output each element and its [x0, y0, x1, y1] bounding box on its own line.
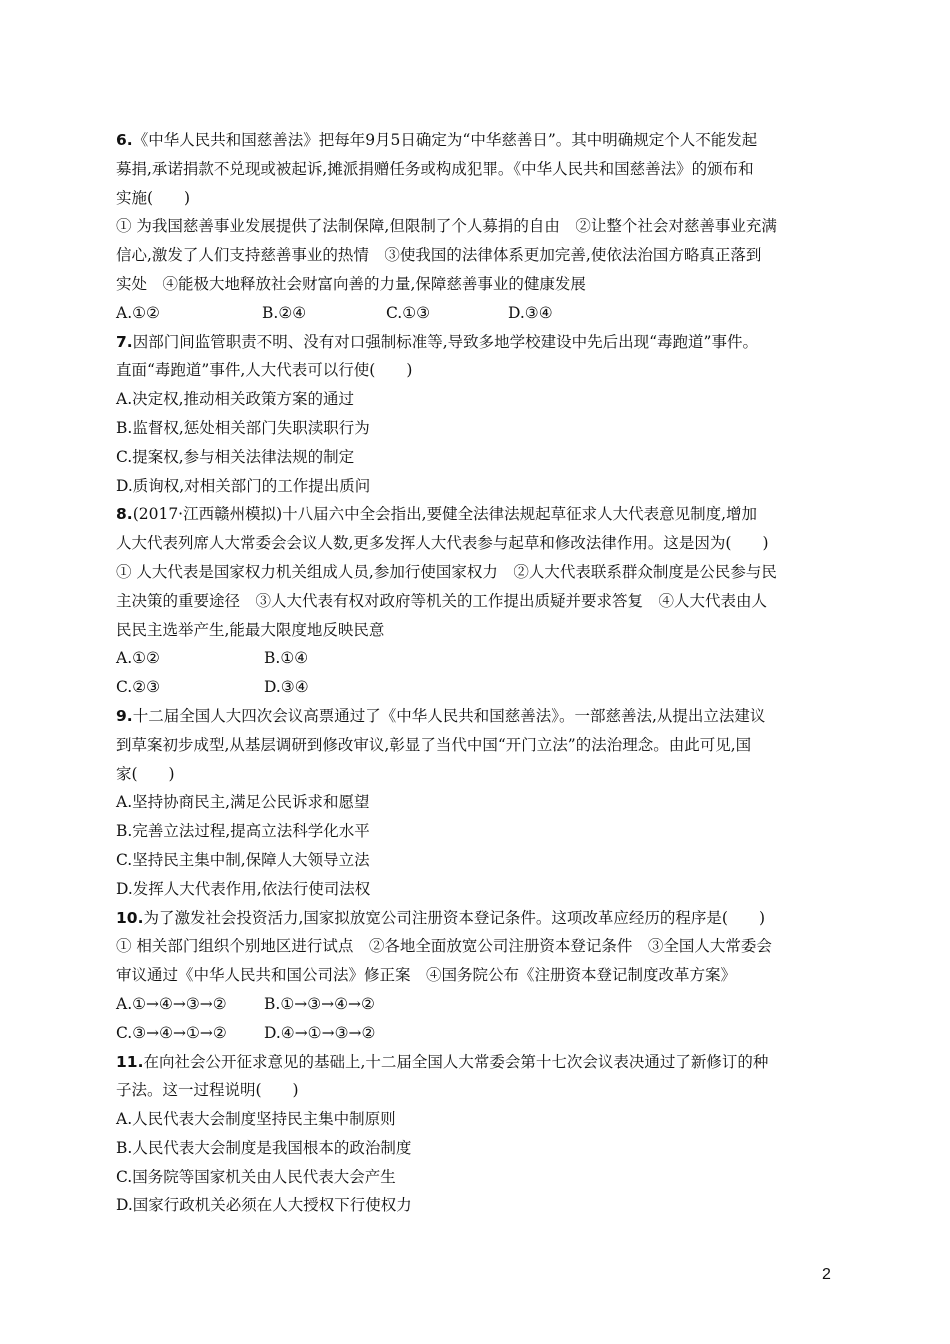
option-b: B.①④	[264, 649, 309, 668]
question-stem-line: 实施( )	[116, 188, 191, 207]
question-stem-line: 9.十二届全国人大四次会议高票通过了《中华人民共和国慈善法》。一部慈善法,从提出立法建议	[116, 706, 766, 725]
option-c: C.坚持民主集中制,保障人大领导立法	[116, 850, 370, 869]
question-stem-line: 到草案初步成型,从基层调研到修改审议,彰显了当代中国“开门立法”的法治理念。由此可见,国	[116, 735, 752, 754]
statement-line: ① 人大代表是国家权力机关组成人员,参加行使国家权力 ②人大代表联系群众制度是公民参与民	[116, 562, 777, 581]
option-c: C.②③	[116, 678, 161, 697]
question-number: 8.	[116, 505, 133, 524]
option-b: B.监督权,惩处相关部门失职渎职行为	[116, 418, 370, 437]
question-11	[116, 1048, 836, 1221]
statement-line: ① 为我国慈善事业发展提供了法制保障,但限制了个人募捐的自由 ②让整个社会对慈善事业充满	[116, 217, 777, 236]
option-a: A.①→④→③→②	[116, 994, 227, 1013]
statement-line: 民民主选举产生,能最大限度地反映民意	[116, 620, 385, 639]
option-b: B.完善立法过程,提高立法科学化水平	[116, 822, 370, 841]
option-a: A.决定权,推动相关政策方案的通过	[116, 390, 355, 409]
statement-line: 信心,激发了人们支持慈善事业的热情 ③使我国的法律体系更加完善,使依法治国方略真正落到	[116, 246, 762, 265]
option-b: B.人民代表大会制度是我国根本的政治制度	[116, 1138, 412, 1157]
options-row	[116, 299, 836, 328]
statement-line: 实处 ④能极大地释放社会财富向善的力量,保障慈善事业的健康发展	[116, 274, 586, 293]
options-row	[116, 644, 836, 673]
question-9	[116, 702, 836, 904]
question-stem-line: 直面“毒跑道”事件,人大代表可以行使( )	[116, 361, 413, 380]
question-10	[116, 904, 836, 1048]
option-a: A.①②	[116, 649, 160, 668]
question-stem-line: 6.《中华人民共和国慈善法》把每年9月5日确定为“中华慈善日”。其中明确规定个人不能发起	[116, 131, 758, 149]
option-b: B.①→③→④→②	[264, 994, 375, 1013]
statement-line: 主决策的重要途径 ③人大代表有权对政府等机关的工作提出质疑并要求答复 ④人大代表由人	[116, 591, 768, 610]
statement-line: 审议通过《中华人民共和国公司法》修正案 ④国务院公布《注册资本登记制度改革方案》	[116, 966, 737, 985]
page-number: 2	[822, 1266, 831, 1283]
option-d: D.④→①→③→②	[264, 1023, 376, 1042]
question-stem-line: 募捐,承诺捐款不兑现或被起诉,摊派捐赠任务或构成犯罪。《中华人民共和国慈善法》的颁布和	[116, 159, 754, 178]
question-stem-line: 8.(2017·江西赣州模拟)十八届六中全会指出,要健全法律法规起草征求人大代表意见制度,增加	[116, 505, 758, 524]
question-number: 6.	[116, 131, 133, 149]
option-d: D.质询权,对相关部门的工作提出质问	[116, 476, 371, 495]
option-d: D.③④	[508, 303, 553, 322]
question-number: 11.	[116, 1052, 144, 1071]
options-row	[116, 990, 836, 1019]
option-c: C.提案权,参与相关法律法规的制定	[116, 447, 355, 466]
option-a: A.人民代表大会制度坚持民主集中制原则	[116, 1110, 396, 1129]
options-row	[116, 673, 836, 702]
option-c: C.③→④→①→②	[116, 1023, 227, 1042]
option-c: C.①③	[386, 303, 431, 322]
question-7	[116, 328, 836, 501]
option-d: D.国家行政机关必须在人大授权下行使权力	[116, 1196, 412, 1215]
question-number: 9.	[116, 706, 133, 725]
option-d: D.③④	[264, 678, 309, 697]
question-stem-line: 子法。这一过程说明( )	[116, 1081, 299, 1100]
question-stem-line: 人大代表列席人大常委会会议人数,更多发挥人大代表参与起草和修改法律作用。这是因为( )	[116, 534, 769, 553]
exam-page	[116, 126, 836, 1220]
question-stem-line: 家( )	[116, 764, 175, 783]
question-stem-line: 10.为了激发社会投资活力,国家拟放宽公司注册资本登记条件。这项改革应经历的程序是( )	[116, 908, 765, 927]
options-row	[116, 1019, 836, 1048]
option-d: D.发挥人大代表作用,依法行使司法权	[116, 879, 371, 898]
option-a: A.①②	[116, 303, 160, 322]
option-b: B.②④	[262, 303, 307, 322]
statement-line: ① 相关部门组织个别地区进行试点 ②各地全面放宽公司注册资本登记条件 ③全国人大常委会	[116, 937, 772, 956]
question-8	[116, 500, 836, 702]
question-number: 7.	[116, 332, 133, 351]
option-c: C.国务院等国家机关由人民代表大会产生	[116, 1167, 396, 1186]
question-number: 10.	[116, 908, 144, 927]
question-stem-line: 11.在向社会公开征求意见的基础上,十二届全国人大常委会第十七次会议表决通过了新修订的种	[116, 1052, 769, 1071]
question-stem-line: 7.因部门间监管职责不明、没有对口强制标准等,导致多地学校建设中先后出现“毒跑道”事件。	[116, 332, 758, 351]
question-6	[116, 126, 836, 328]
option-a: A.坚持协商民主,满足公民诉求和愿望	[116, 793, 370, 812]
